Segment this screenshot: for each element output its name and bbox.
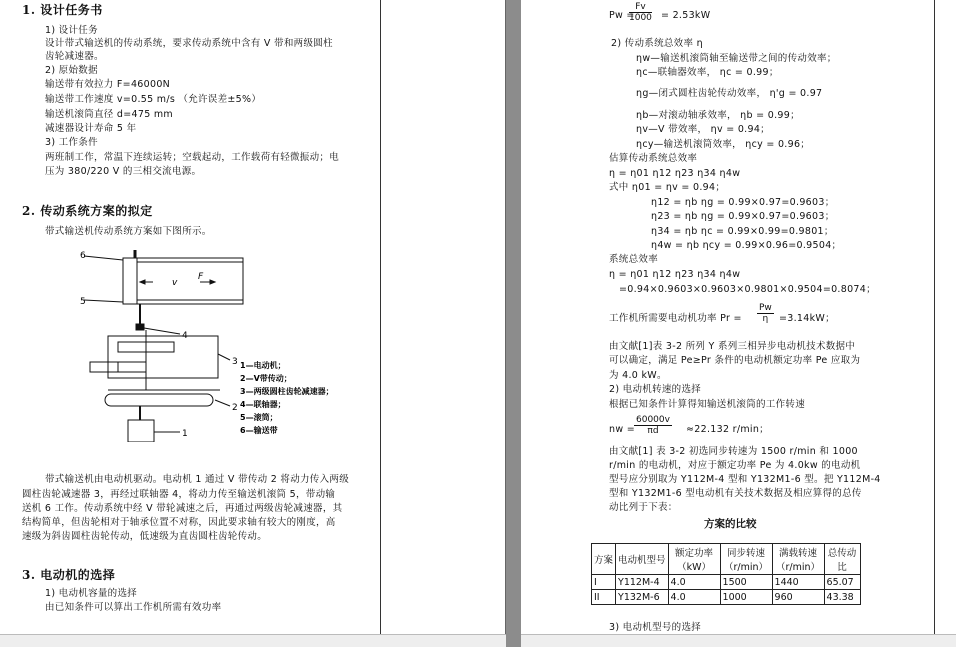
callout-3: 3 bbox=[232, 357, 238, 367]
section-1-heading: 1. 设计任务书 bbox=[22, 3, 103, 17]
belt-force-label: F bbox=[198, 272, 204, 282]
nw-result: ≈22.132 r/min； bbox=[686, 424, 769, 435]
motor-text-line: 型号应分别取为 Y112M-4 型和 Y132M1-6 型。把 Y112M-4 bbox=[609, 474, 881, 485]
table-cell: II bbox=[592, 590, 616, 605]
s1-line: 2) 原始数据 bbox=[45, 65, 98, 76]
s1-line: 3) 工作条件 bbox=[45, 137, 98, 148]
s1-line: 压为 380/220 V 的三相交流电源。 bbox=[45, 166, 202, 177]
table-header: 方案 bbox=[592, 544, 616, 575]
efficiency-line: ηb—对滚动轴承效率， ηb = 0.99； bbox=[636, 110, 800, 121]
table-cell: 960 bbox=[772, 590, 824, 605]
callout-5: 5 bbox=[80, 297, 86, 307]
s1-line: 输送带工作速度 v=0.55 m/s （允许误差±5%） bbox=[45, 94, 262, 105]
nw-fraction: $\frac{60000v}{\pi d}$ bbox=[636, 415, 670, 436]
table-cell: I bbox=[592, 575, 616, 590]
s1-line: 两班制工作，常温下连续运转；空载起动，工作载荷有轻微振动；电 bbox=[45, 152, 340, 163]
scheme-comparison-table bbox=[591, 543, 861, 605]
table-cell: 4.0 bbox=[668, 590, 720, 605]
table-cell: 1500 bbox=[720, 575, 772, 590]
efficiency-line: η = η01 η12 η23 η34 η4w bbox=[609, 269, 741, 280]
callout-6: 6 bbox=[80, 251, 86, 261]
table-header: 总传动比 bbox=[824, 544, 860, 575]
table-cell: Y112M-4 bbox=[616, 575, 669, 590]
legend-item: 1—电动机； bbox=[240, 361, 286, 370]
efficiency-line: η12 = ηb ηg = 0.99×0.97=0.9603； bbox=[651, 197, 835, 208]
table-row bbox=[592, 590, 861, 605]
s1-line: 1) 设计任务 bbox=[45, 25, 98, 36]
s1-line: 设计带式输送机的传动系统，要求传动系统中含有 V 带和两级圆柱 bbox=[45, 38, 333, 49]
table-header-row bbox=[592, 544, 861, 575]
document-page-right bbox=[521, 0, 956, 647]
efficiency-line: ηw—输送机滚筒轴至输送带之间的传动效率； bbox=[636, 53, 837, 64]
s1-line: 输送带有效拉力 F=46000N bbox=[45, 79, 171, 90]
s3-line: 1) 电动机容量的选择 bbox=[45, 588, 138, 599]
belt-velocity-label: v bbox=[172, 278, 178, 288]
pw-label: Pw = bbox=[609, 10, 635, 21]
table-header: 满载转速（r/min） bbox=[772, 544, 824, 575]
legend-item: 5—滚筒； bbox=[240, 413, 278, 422]
motor-model-heading: 3) 电动机型号的选择 bbox=[609, 622, 702, 633]
s2-body-line: 带式输送机由电动机驱动。电动机 1 通过 V 带传动 2 将动力传入两级 bbox=[45, 474, 350, 485]
table-cell: 1440 bbox=[772, 575, 824, 590]
motor-text-line: 由文献[1] 表 3-2 初选同步转速为 1500 r/min 和 1000 bbox=[609, 446, 858, 457]
efficiency-line: 式中 η01 = ηv = 0.94； bbox=[609, 182, 726, 193]
table-cell: 1000 bbox=[720, 590, 772, 605]
table-cell: 43.38 bbox=[824, 590, 860, 605]
s2-intro: 带式输送机传动系统方案如下图所示。 bbox=[45, 226, 212, 237]
s3-line: 由已知条件可以算出工作机所需有效功率 bbox=[45, 602, 222, 613]
table-cell: 4.0 bbox=[668, 575, 720, 590]
efficiency-line: η = η01 η12 η23 η34 η4w bbox=[609, 168, 741, 179]
coupling bbox=[136, 324, 144, 330]
v-belt bbox=[105, 394, 213, 406]
legend-item: 2—V带传动； bbox=[240, 374, 292, 383]
callout-4: 4 bbox=[182, 331, 188, 341]
motor-text-line: 2) 电动机转速的选择 bbox=[609, 384, 702, 395]
efficiency-line: η23 = ηb ηg = 0.99×0.97=0.9603； bbox=[651, 211, 835, 222]
page-gap bbox=[506, 0, 521, 647]
callout-1: 1 bbox=[182, 429, 188, 439]
s1-line: 齿轮减速器。 bbox=[45, 51, 104, 62]
motor-text-line: 根据已知条件计算得知输送机滚筒的工作转速 bbox=[609, 399, 806, 410]
pd-fraction: $\frac{Pw}{\eta}$ bbox=[759, 303, 772, 324]
drum bbox=[123, 258, 137, 304]
s1-line: 减速器设计寿命 5 年 bbox=[45, 123, 137, 134]
s2-body-line: 结构简单，但齿轮相对于轴承位置不对称，因此要求轴有较大的刚度，高 bbox=[22, 517, 336, 528]
motor-text-line: 型和 Y132M1-6 型电动机有关技术数据及相应算得的总传 bbox=[609, 488, 862, 499]
efficiency-line: =0.94×0.9603×0.9603×0.9801×0.9504=0.8074； bbox=[619, 284, 876, 295]
bottom-ruler bbox=[0, 634, 506, 647]
right-margin-line bbox=[934, 0, 935, 647]
nw-label: nw = bbox=[609, 424, 635, 435]
efficiency-line: ηv—V 带效率， ηv = 0.94； bbox=[636, 124, 770, 135]
motor-text-line: 由文献[1]表 3-2 所列 Y 系列三相异步电动机技术数据中 bbox=[609, 341, 856, 352]
table-header: 电动机型号 bbox=[616, 544, 669, 575]
transmission-diagram bbox=[80, 242, 380, 442]
efficiency-line: ηcy—输送机滚筒效率， ηcy = 0.96； bbox=[636, 139, 811, 150]
pd-result: =3.14kW； bbox=[779, 313, 835, 324]
callout-2: 2 bbox=[232, 403, 238, 413]
pw-fraction: $\frac{Fv}{1000}$ bbox=[629, 2, 652, 23]
motor-text-line: 为 4.0 kW。 bbox=[609, 370, 667, 381]
conveyor-belt bbox=[123, 258, 243, 304]
motor-text-line: 可以确定，满足 Pe≥Pr 条件的电动机额定功率 Pe 应取为 bbox=[609, 355, 861, 366]
section-2-heading: 2. 传动系统方案的拟定 bbox=[22, 204, 153, 218]
bottom-ruler bbox=[521, 634, 956, 647]
table-header: 额定功率（kW） bbox=[668, 544, 720, 575]
efficiency-line: η4w = ηb ηcy = 0.99×0.96=0.9504； bbox=[651, 240, 842, 251]
motor bbox=[128, 420, 154, 442]
efficiency-line: 系统总效率 bbox=[609, 254, 659, 265]
table-cell: 65.07 bbox=[824, 575, 860, 590]
motor-text-line: r/min 的电动机，对应于额定功率 Pe 为 4.0kw 的电动机 bbox=[609, 460, 861, 471]
s2-body-line: 速级为斜齿圆柱齿轮传动，低速级为直齿圆柱齿轮传动。 bbox=[22, 531, 268, 542]
table-header: 同步转速（r/min） bbox=[720, 544, 772, 575]
legend-item: 6—输送带 bbox=[240, 426, 278, 435]
pd-label: 工作机所需要电动机功率 Pr = bbox=[609, 313, 742, 324]
table-cell: Y132M-6 bbox=[616, 590, 669, 605]
s2-body-line: 送机 6 工作。传动系统中经 V 带轮减速之后，再通过两级齿轮减速器，其 bbox=[22, 503, 343, 514]
right-margin-line bbox=[380, 0, 381, 647]
efficiency-line: ηc—联轴器效率， ηc = 0.99； bbox=[636, 67, 779, 78]
efficiency-line: 估算传动系统总效率 bbox=[609, 153, 698, 164]
efficiency-line: 2) 传动系统总效率 η bbox=[611, 38, 703, 49]
s1-line: 输送机滚筒直径 d=475 mm bbox=[45, 109, 173, 120]
section-3-heading: 3. 电动机的选择 bbox=[22, 568, 116, 582]
efficiency-line: ηg—闭式圆柱齿轮传动效率， η'g = 0.97 bbox=[636, 88, 823, 99]
s2-body-line: 圆柱齿轮减速器 3，再经过联轴器 4，将动力传至输送机滚筒 5，带动输 bbox=[22, 489, 336, 500]
pw-result: = 2.53kW bbox=[661, 10, 711, 21]
legend-item: 3—两级圆柱齿轮减速器； bbox=[240, 387, 334, 396]
legend-item: 4—联轴器； bbox=[240, 400, 286, 409]
efficiency-line: η34 = ηb ηc = 0.99×0.99=0.9801； bbox=[651, 226, 834, 237]
table-caption: 方案的比较 bbox=[704, 518, 757, 530]
table-row bbox=[592, 575, 861, 590]
motor-text-line: 动比列于下表： bbox=[609, 502, 678, 513]
